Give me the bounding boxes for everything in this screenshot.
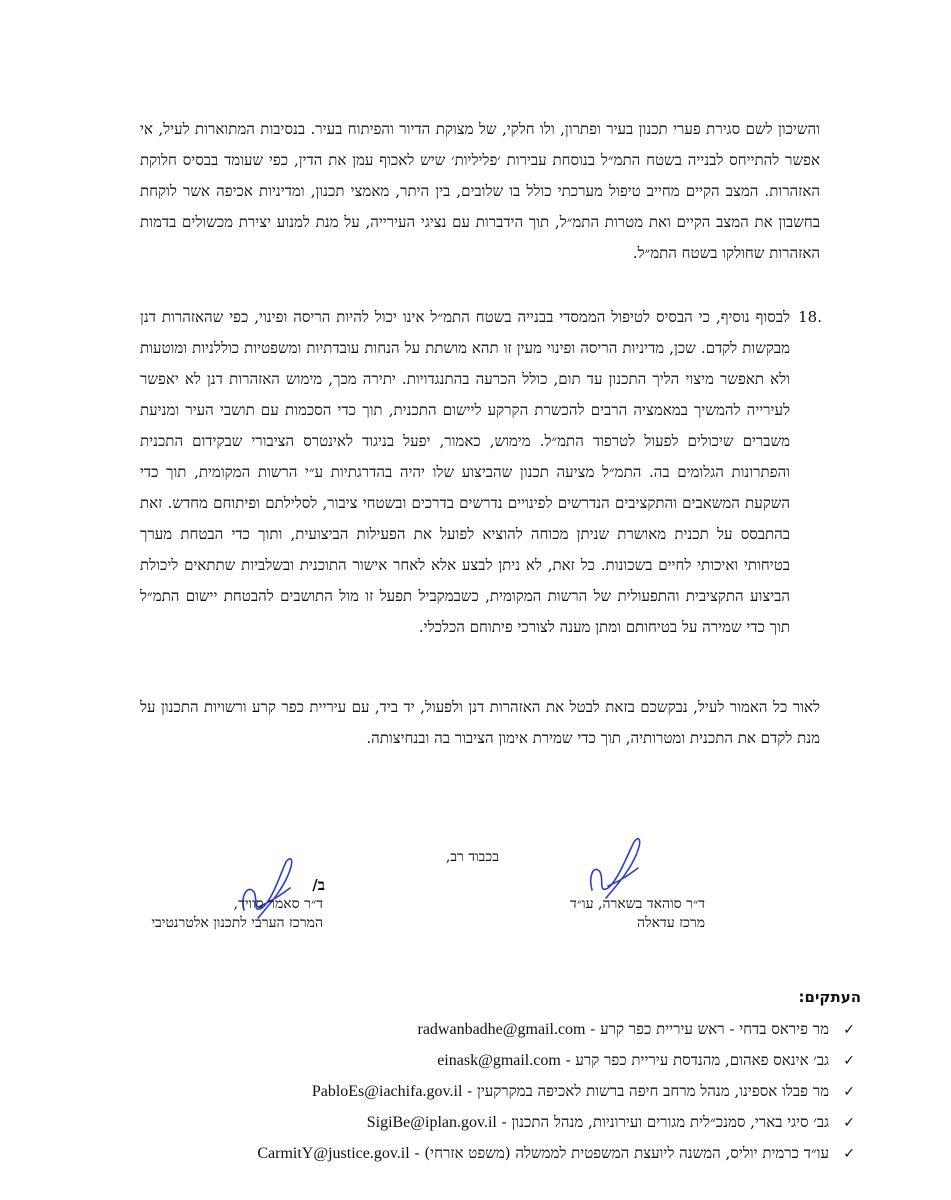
copies-list (257, 1014, 855, 1169)
list-item (257, 1138, 855, 1169)
copy-email: einask@gmail.com (437, 1052, 561, 1069)
check-icon: ✓ (843, 1115, 855, 1131)
paragraph-continuation: והשיכון לשם סגירת פערי תכנון בעיר ופתרון, ולו חלקי, של מצוקת הדיור והפיתוח בעיר. בנסיבות המתוארות לעיל, אי אפשר להתייחס לבנייה בשטח התמ״ל בנוסחת עבירות ׳פליליות׳ שיש לאכוף עמן את הדין, כפי שעומד בבסיס חלוקת האזהרות. המצב הקיים מחייב טיפול מערכתי כולל בו שלובים, בין היתר, מאמצי תכנון, ומדיניות אכיפה אשר לוקחת בחשבון את המצב הקיים ואת מטרות התמ״ל, תוך הידברות עם נציגי העירייה, על מנת למנוע יצירת מכשולים בדמות האזהרות שחולקו בשטח התמ״ל. (140, 120, 820, 262)
signer-2-organization: המרכז הערבי לתכנון אלטרנטיבי (151, 915, 323, 931)
check-icon: ✓ (843, 1022, 855, 1038)
list-item (257, 1107, 855, 1138)
copy-recipient: גב׳ אינאס פאהום, מהנדסת עיריית כפר קרע - (560, 1051, 829, 1069)
copy-email: SigiBe@iplan.gov.il (366, 1114, 497, 1131)
copy-recipient: גב׳ סיגי בארי, סמנכ״לית מגורים ועירוניות, מנהל התכנון - (496, 1113, 829, 1131)
signer-1-organization: מרכז עדאלה (636, 915, 705, 931)
copy-email: PabloEs@iachifa.gov.il (311, 1083, 463, 1100)
copy-recipient: מר פיראס בדחי - ראש עיריית כפר קרע - (585, 1020, 829, 1038)
copy-recipient: עו״ד כרמית יוליס, המשנה ליועצת המשפטית לממשלה (משפט אזרחי) - (409, 1144, 829, 1162)
check-icon: ✓ (843, 1053, 855, 1069)
signer-2-name: ד״ר סאמר סוויד, (233, 896, 323, 912)
copy-email: CarmitY@justice.gov.il (257, 1145, 410, 1162)
check-icon: ✓ (843, 1146, 855, 1162)
list-item (257, 1014, 855, 1045)
list-item (257, 1045, 855, 1076)
paragraph-conclusion: לאור כל האמור לעיל, נבקשכם בזאת לבטל את האזהרות דנן ולפעול, יד ביד, עם עיריית כפר קרע ורשויות התכנון על מנת לקדם את התכנית ומטרותיה, תוך כדי שמירת אימון הציבור בה ובנחיצותה. (140, 698, 820, 747)
copy-email: radwanbadhe@gmail.com (417, 1021, 586, 1038)
closing-salutation: בכבוד רב, (445, 849, 499, 865)
on-behalf-mark: ב/ (312, 876, 325, 894)
paragraph-item-18: לבסוף נוסיף, כי הבסיס לטיפול הממסדי בבנייה בשטח התמ״ל אינו יכול להיות הריסה ופינוי, כפי שהאזהרות דנן מבקשות לקדם. שכן, מדיניות הריסה ופינוי מעין זו תהא מושתת על הנחות עובדתיות ומשפטיות כוללניות ומוטעות ולא תאפשר מיצוי הליך התכנון עד תום, כולל הכרעה בהתנגדויות. יתירה מכך, מימוש האזהרות דנן לא יאפשר לעירייה להמשיך במאמציה הרבים להכשרת הקרקע ליישום התכנית, תוך כדי הסכמות עם תושבי העיר ומניעת משברים שיכולים לפעול לטרפוד התמ״ל. מימוש, כאמור, יפעל בניגוד לאינטרס הציבורי שבקידום התכנית והפתרונות הגלומים בה. התמ״ל מציעה תכנון שהביצוע שלו יהיה בהדרגתיות ע״י הרשות המקומית, תוך כדי השקעת המשאבים והתקציבים הנדרשים לפינויים נדרשים בדרכים ובשטחי ציבור, לסלילתם ופיתוחם מחדש. זאת בהתבסס על תכנית מאושרת שניתן מכוחה להוציא לפועל את הפעילות הביצועית, ותוך כדי הבטחת מערך בטיחותי ואיכותי לחיים בשכונות. כל זאת, לא ניתן לבצע אלא לאחר אישור התוכנית ובשלביות שתתאים ליכולת הביצוע התקציבית והתפעולית של הרשות המקומית, כשבמקביל תפעל זו מול התושבים להבטחת יישום התמ״ל תוך כדי שמירה על בטיחותם ומתן מענה לצורכי פיתוחם הכלכלי. (140, 308, 790, 636)
signer-1-name: ד״ר סוהאד בשארה, עו״ד (569, 896, 705, 912)
item-18-number: 18. (798, 308, 822, 326)
list-item (257, 1076, 855, 1107)
check-icon: ✓ (843, 1084, 855, 1100)
copies-title: העתקים: (798, 988, 861, 1006)
copy-recipient: מר פבלו אספינו, מנהל מרחב חיפה ברשות לאכיפה במקרקעין - (462, 1082, 829, 1100)
